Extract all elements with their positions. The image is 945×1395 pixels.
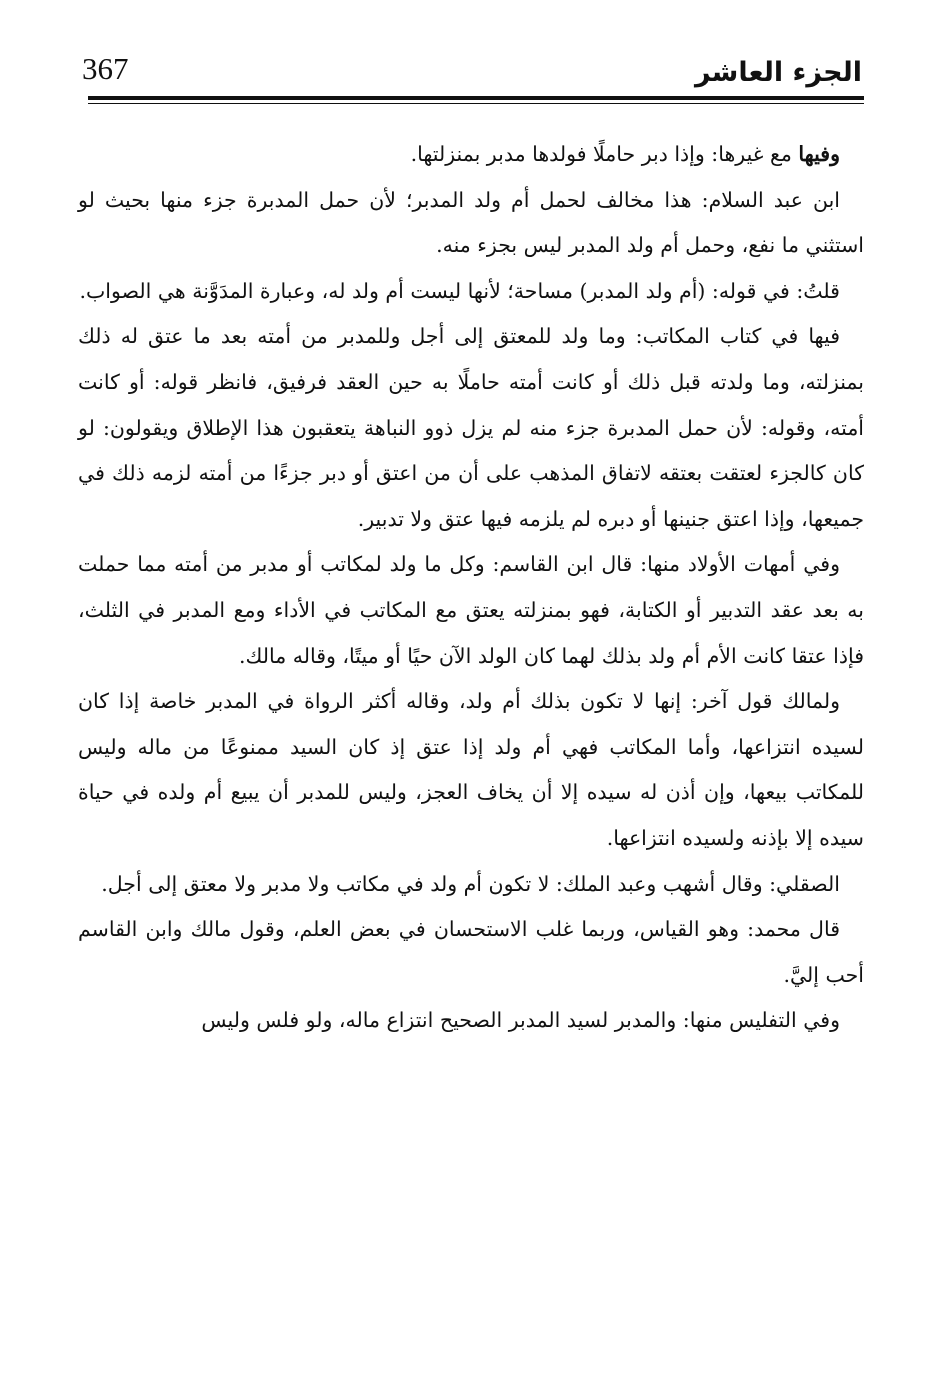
header-rule-thick bbox=[88, 96, 864, 100]
paragraph-text: قلتُ: في قوله: (أم ولد المدبر) مساحة؛ لأنها ليست أم ولد له، وعبارة المدَوَّنة هي الصواب. bbox=[79, 278, 840, 303]
page-number: 367 bbox=[82, 51, 129, 86]
paragraph bbox=[78, 907, 864, 998]
paragraph bbox=[78, 679, 864, 861]
paragraph-text: الصقلي: وقال أشهب وعبد الملك: لا تكون أم ولد في مكاتب ولا مدبر ولا معتق إلى أجل. bbox=[101, 871, 840, 896]
paragraph bbox=[78, 178, 864, 269]
paragraph bbox=[78, 542, 864, 679]
book-page bbox=[78, 44, 864, 1374]
paragraph bbox=[78, 269, 864, 315]
paragraph-text: وفي التفليس منها: والمدبر لسيد المدبر الصحيح انتزاع ماله، ولو فلس وليس bbox=[201, 1008, 840, 1033]
paragraph-text: وفي أمهات الأولاد منها: قال ابن القاسم: وكل ما ولد لمكاتب أو مدبر من أمته مما حملت به بعد عقد التدبير أو الكتابة، فهو بمنزلته يعتق مع المكاتب في الأداء ومع المدبر في الثلث، فإذا عتقا كانت الأم أم ولد بذلك لهما كان الولد الآن حيًا أو ميتًا، وقاله مالك. bbox=[78, 552, 864, 668]
paragraph-text: ابن عبد السلام: هذا مخالف لحمل أم ولد المدبر؛ لأن حمل المدبرة جزء منها بحيث لو استثني ما نفع، وحمل أم ولد المدبر ليس بجزء منه. bbox=[78, 187, 864, 258]
paragraph-text: مع غيرها: وإذا دبر حاملًا فولدها مدبر بمنزلتها. bbox=[410, 142, 799, 166]
running-title: الجزء العاشر bbox=[695, 57, 862, 88]
paragraph bbox=[78, 862, 864, 908]
page-body bbox=[78, 132, 864, 1044]
paragraph-text: فيها في كتاب المكاتب: وما ولد للمعتق إلى أجل وللمدبر من أمته بعد ما عتق له ذلك بمنزلته، وما ولدته قبل ذلك أو كانت أمته حاملًا به حين العقد فرفيق، فانظر قوله: أو كانت أمته، وقوله: لأن حمل المدبرة جزء منه لم يزل ذوو النباهة يتعقبون هذا الإطلاق ويقولون: لو كان كالجزء لعتقت بعتقه لاتفاق المذهب على أن من اعتق أو دبر جزءًا من أمته لزمه ذلك في جميعها، وإذا اعتق جنينها أو دبره لم يلزمه فيها عتق ولا تدبير. bbox=[78, 324, 864, 531]
page-header bbox=[78, 44, 864, 100]
paragraph bbox=[78, 998, 864, 1044]
paragraph bbox=[78, 132, 864, 178]
paragraph bbox=[78, 314, 864, 542]
header-rule-thin bbox=[88, 103, 864, 104]
paragraph-text: ولمالك قول آخر: إنها لا تكون بذلك أم ولد، وقاله أكثر الرواة في المدبر خاصة إذا كان لسيده انتزاعها، وأما المكاتب فهي أم ولد إذا عتق إذ كان السيد ممنوعًا من ماله وليس للمكاتب بيعها، وإن أذن له سيده إلا أن يخاف العجز، وليس للمدبر أن يبيع أم ولده في حياة سيده إلا بإذنه ولسيده انتزاعها. bbox=[78, 689, 864, 850]
paragraph-lead: وفيها bbox=[798, 142, 840, 166]
paragraph-text: قال محمد: وهو القياس، وربما غلب الاستحسان في بعض العلم، وقول مالك وابن القاسم أحب إليَّ. bbox=[78, 917, 864, 987]
